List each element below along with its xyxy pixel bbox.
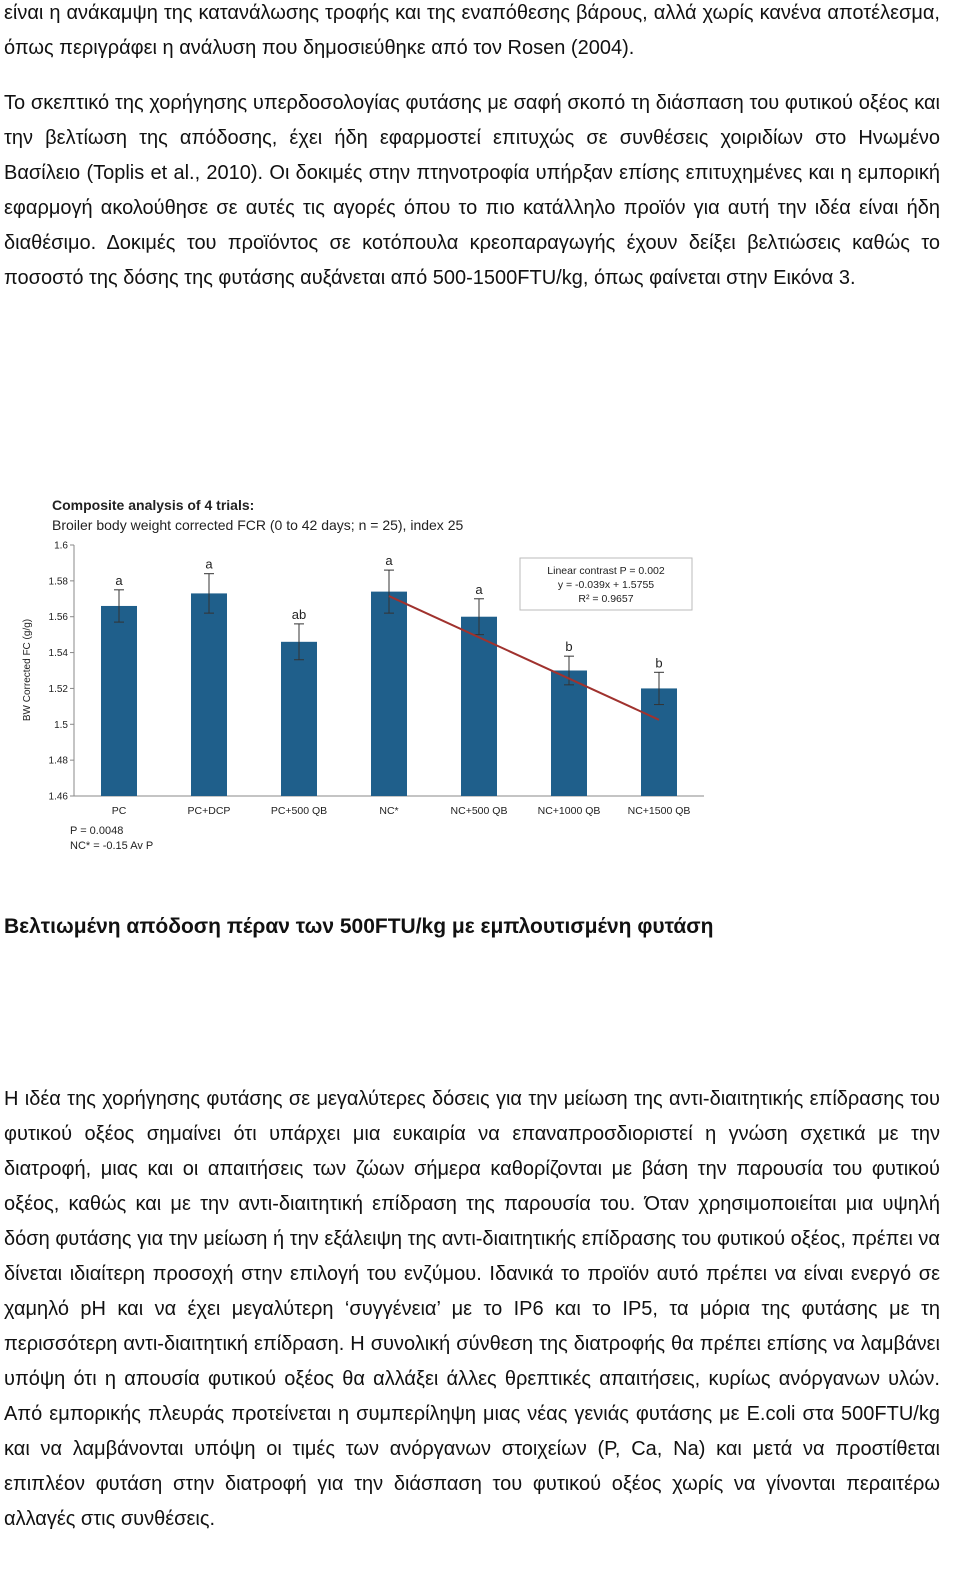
annotation-line-2: y = -0.039x + 1.5755 (557, 579, 655, 591)
intro-paragraph: είναι η ανάκαμψη της κατανάλωσης τροφής και της εναπόθεσης βάρους, αλλά χωρίς κανένα αποτέλεσμα, όπως περιγράφει η ανάλυση που δημοσιεύθηκε από τον Rosen (2004). (4, 2, 940, 59)
y-tick-label: 1.48 (48, 755, 68, 767)
footnote-p-value: P = 0.0048 (70, 825, 124, 837)
significance-letter: ab (291, 606, 307, 622)
annotation-line-1: Linear contrast P = 0.002 (547, 565, 665, 577)
significance-letter: b (655, 655, 663, 671)
y-tick-label: 1.5 (54, 719, 68, 731)
significance-letter: a (115, 572, 123, 588)
y-tick-label: 1.46 (48, 791, 68, 803)
annotation-line-3: R² = 0.9657 (578, 593, 634, 605)
chart-title: Composite analysis of 4 trials: (52, 497, 255, 513)
bar (191, 593, 227, 796)
bar (101, 606, 137, 796)
y-tick-label: 1.58 (48, 576, 68, 588)
x-category-label: PC+DCP (187, 805, 231, 817)
significance-letter: a (385, 553, 393, 569)
significance-letter: a (475, 581, 483, 597)
y-tick-label: 1.54 (48, 648, 68, 660)
significance-letter: a (205, 556, 213, 572)
bar (371, 592, 407, 796)
y-axis-label: BW Corrected FC (g/g) (22, 618, 33, 722)
high-dose-phytase-paragraph: Η ιδέα της χορήγησης φυτάσης σε μεγαλύτερες δόσεις για την μείωση της αντι-διαιτητικής επίδρασης του φυτικού οξέος σημαίνει ότι υπάρχει μια ευκαιρία να επαναπροσδιοριστεί η γνώση σχετικά με την διατροφή, μιας και οι απαιτήσεις των ζώων σήμερα καθορίζονται με βάση την παρουσία του φυτικού οξέος, καθώς και με την αντι-διαιτητική επίδραση της παρουσία του. Όταν χρησιμοποιείται μια υψηλή δόση φυτάσης για την μείωση ή την εξάλειψη της αντι-διαιτητικής επίδρασης του φυτικού οξέος, πρέπει να δίνεται ιδιαίτερη προσοχή στην επιλογή του ενζύμου. Ιδανικά το προϊόν αυτό πρέπει να είναι ενεργό σε χαμηλό pH και να έχει μεγαλύτερη ‘συγγένεια’ με το IP6 και το IP5, τα μόρια της φυτάσης με τη περισσότερη αντι-διαιτητική επίδραση. Η συνολική σύνθεση της διατροφής θα πρέπει επίσης να λαμβάνει υπόψη ότι η απουσία φυτικού οξέος θα αλλάξει άλλες θρεπτικές απαιτήσεις, κυρίως ανόργανων υλών. Από εμπορικής πλευράς προτείνεται η συμπερίληψη μιας νέας γενιάς φυτάσης με E.coli στα 500FTU/kg και να λαμβάνονται υπόψη οι τιμές των ανόργανων στοιχείων (P, Ca, Na) και μετά να προστίθεται επιπλέον φυτάση στην διατροφή για την διάσπαση του φυτικού οξέος χωρίς να γίνονται περαιτέρω αλλαγές στις συνθέσεις. (4, 1088, 940, 1530)
bar (551, 671, 587, 797)
chart-subtitle: Broiler body weight corrected FCR (0 to 42 days; n = 25), index 25 (52, 517, 464, 533)
y-tick-label: 1.56 (48, 612, 68, 624)
section-heading: Βελτιωμένη απόδοση πέραν των 500FTU/kg με εμπλουτισμένη φυτάση (4, 915, 714, 938)
x-category-label: PC+500 QB (270, 805, 328, 817)
x-category-label: NC* (379, 805, 399, 817)
trendline (389, 596, 659, 720)
x-category-label: NC+1000 QB (537, 805, 601, 817)
significance-letter: b (565, 639, 573, 655)
x-category-label: NC+500 QB (450, 805, 508, 817)
overdosing-paragraph: Το σκεπτικό της χορήγησης υπερδοσολογίας φυτάσης με σαφή σκοπό τη διάσπαση του φυτικού οξέος και την βελτίωση της απόδοσης, έχει ήδη εφαρμοστεί επιτυχώς σε συνθέσεις χοιριδίων στο Ηνωμένο Βασίλειο (Toplis et al., 2010). Οι δοκιμές στην πτηνοτροφία υπήρξαν επίσης επιτυχημένες και η εμπορική εφαρμογή ακολούθησε σε αυτές τις αγορές όπου το πιο κατάλληλο προϊόν για αυτή την ιδέα είναι ήδη διαθέσιμο. Δοκιμές του προϊόντος σε κοτόπουλα κρεοπαραγωγής έχουν δείξει βελτιώσεις καθώς το ποσοστό της δόσης της φυτάσης αυξάνεται από 500-1500FTU/kg, όπως φαίνεται στην Εικόνα 3. (4, 92, 940, 289)
y-tick-label: 1.6 (54, 540, 68, 552)
bar (281, 642, 317, 796)
trendline-annotation (520, 558, 692, 610)
fcr-bar-chart (14, 490, 714, 860)
y-tick-label: 1.52 (48, 683, 68, 695)
footnote-nc-definition: NC* = -0.15 Av P (70, 840, 154, 852)
x-category-label: NC+1500 QB (627, 805, 691, 817)
x-category-label: PC (111, 805, 127, 817)
